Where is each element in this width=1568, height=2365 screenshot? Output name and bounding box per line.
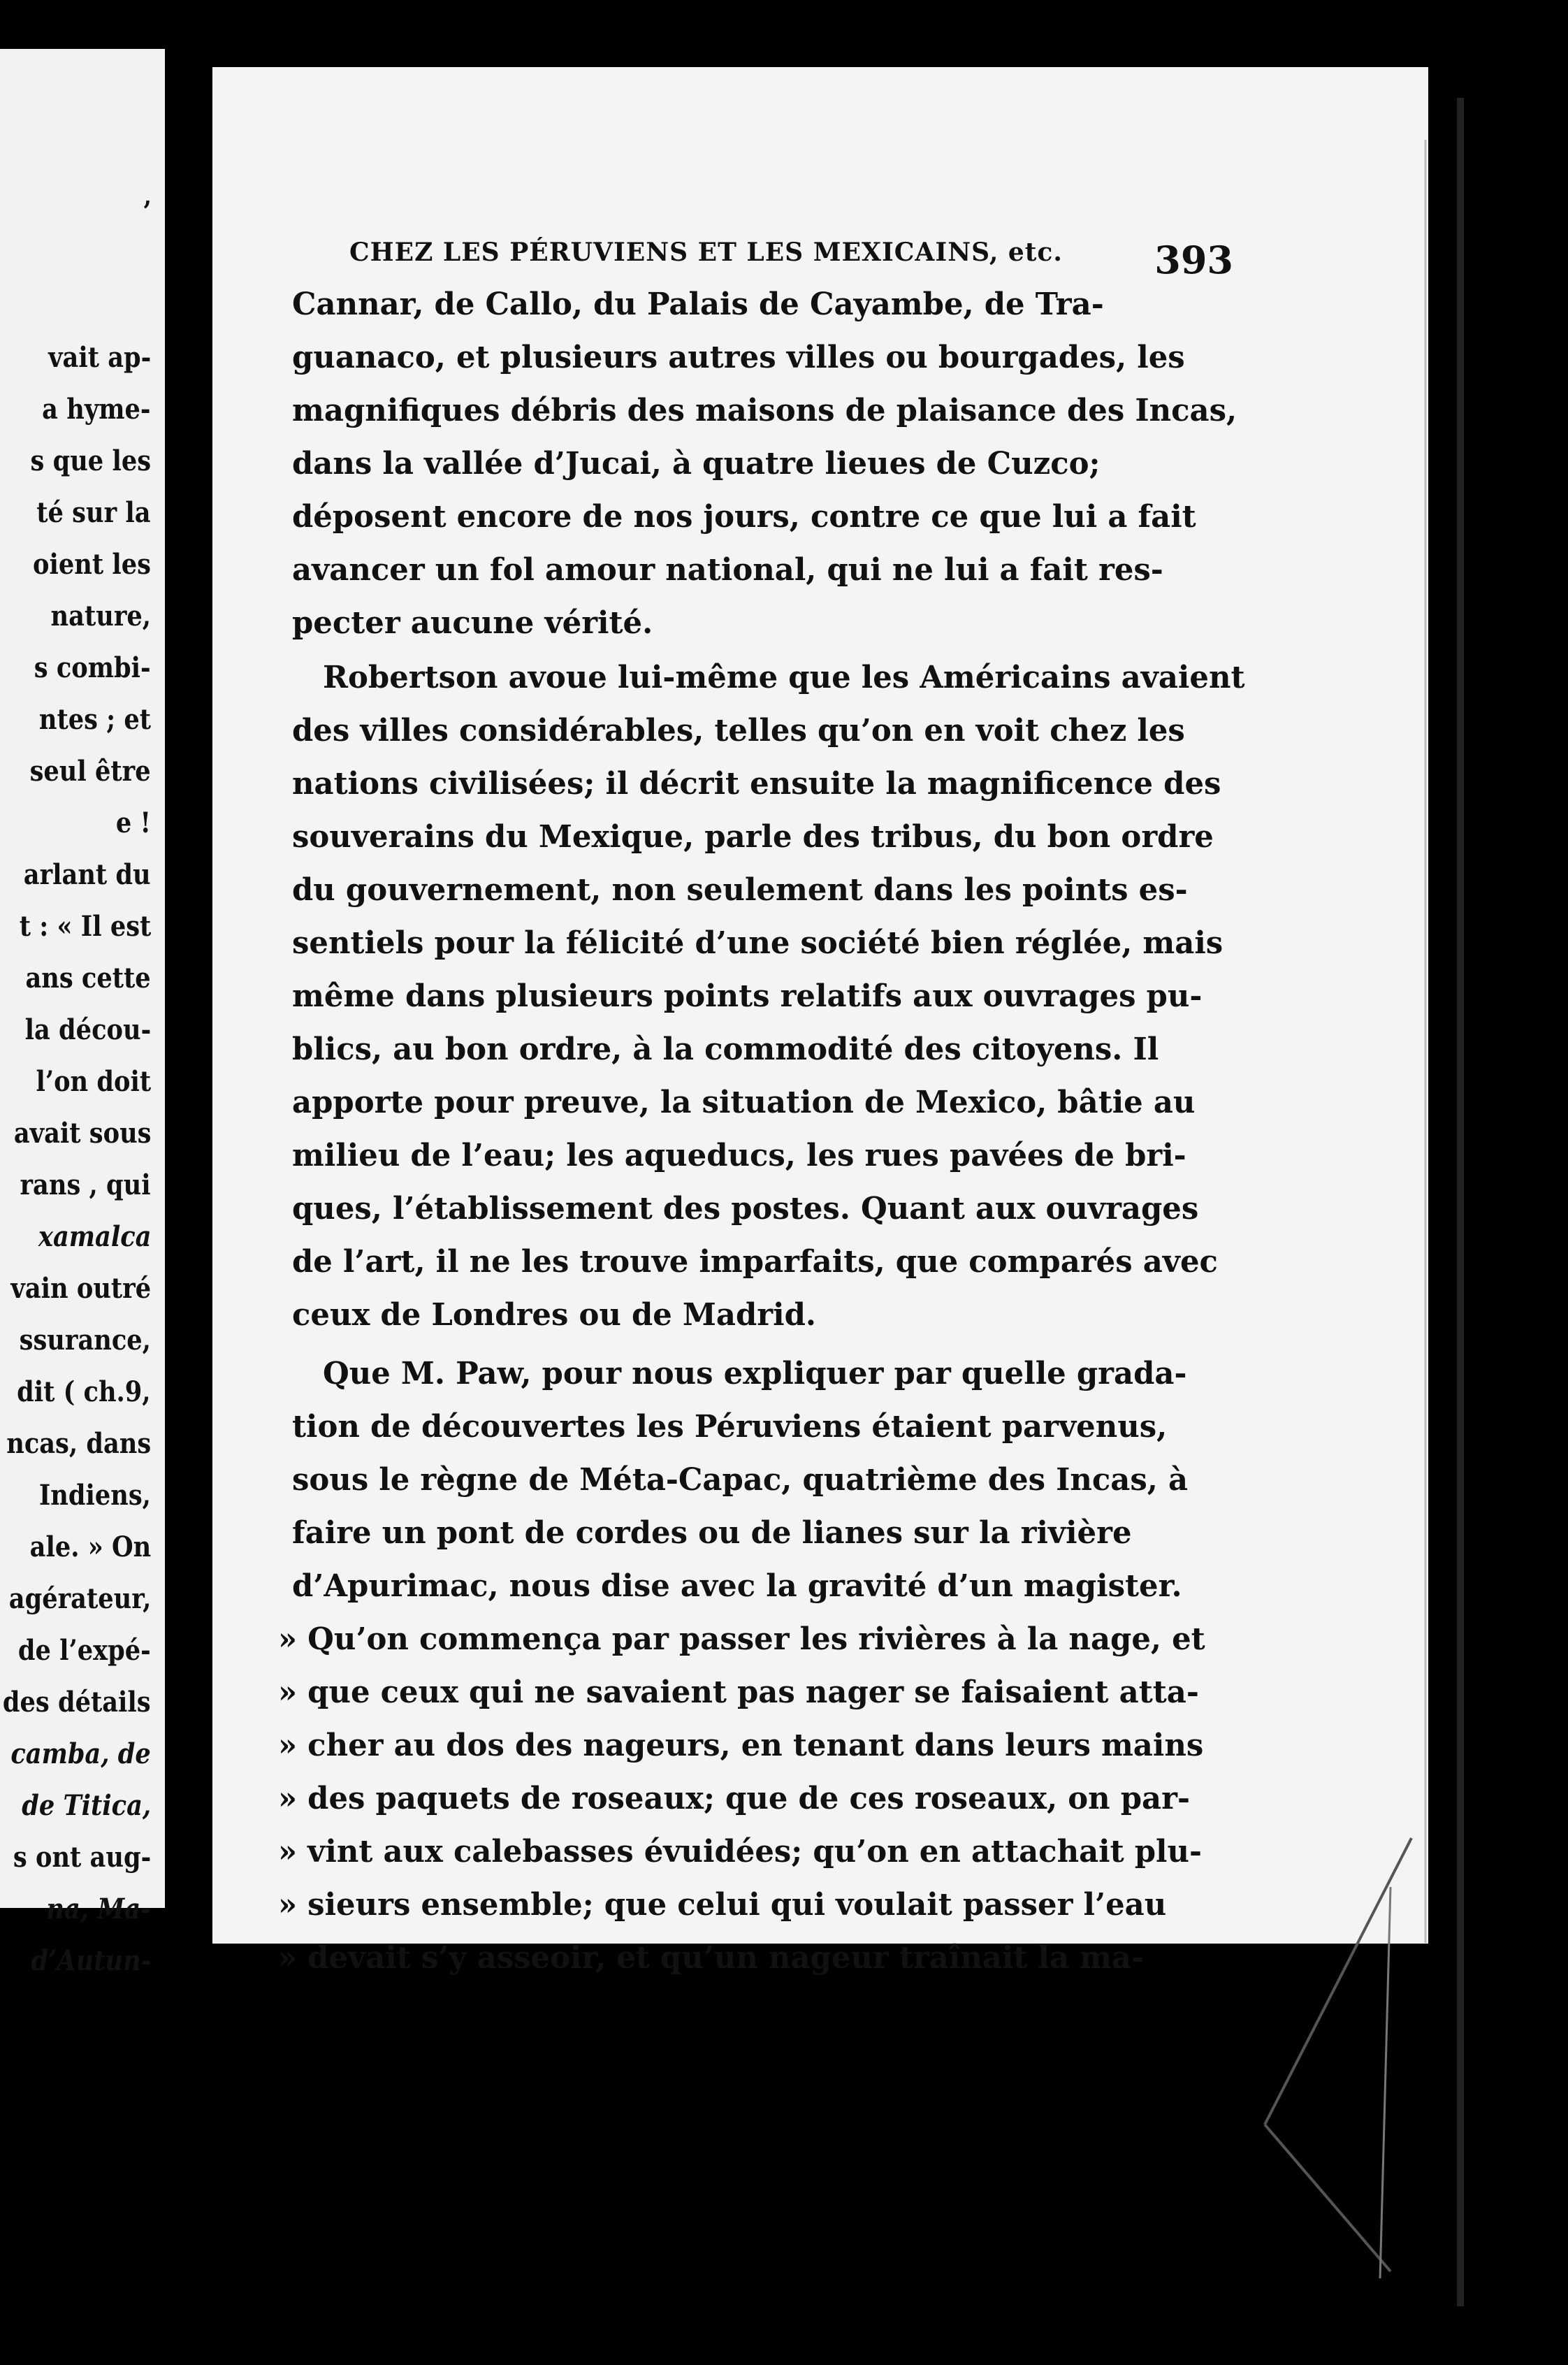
body-line: » devait s’y asseoir, et qu’un nageur traînait la ma- xyxy=(278,1940,1145,1976)
body-line: même dans plusieurs points relatifs aux ouvrages pu- xyxy=(292,978,1203,1014)
left-page-line: oient les xyxy=(33,548,151,581)
body-line: » vint aux calebasses évuidées; qu’on en attachait plu- xyxy=(278,1834,1203,1869)
left-page-line: d’Autun- xyxy=(31,1944,151,1977)
left-page-line: l’on doit xyxy=(36,1065,151,1098)
left-page-line: vain outré xyxy=(10,1272,151,1305)
left-page-line: vait ap- xyxy=(48,341,151,374)
body-line: » que ceux qui ne savaient pas nager se faisaient atta- xyxy=(278,1675,1199,1710)
left-page-line: arlant du xyxy=(24,858,151,891)
body-line: ques, l’établissement des postes. Quant aux ouvrages xyxy=(292,1191,1199,1227)
left-page-line: camba, de xyxy=(10,1737,151,1770)
left-page-line: ntes ; et xyxy=(38,703,151,736)
body-line: milieu de l’eau; les aqueducs, les rues pavées de bri- xyxy=(292,1138,1186,1173)
left-page-line: de l’expé- xyxy=(18,1634,151,1667)
body-line: nations civilisées; il décrit ensuite la magnificence des xyxy=(292,766,1221,802)
body-line: tion de découvertes les Péruviens étaient parvenus, xyxy=(292,1409,1168,1445)
body-line: » des paquets de roseaux; que de ces roseaux, on par- xyxy=(278,1781,1190,1816)
left-page-line: ale. » On xyxy=(29,1531,151,1563)
left-page-line: s que les xyxy=(30,444,151,477)
body-line: » Qu’on commença par passer les rivières à la nage, et xyxy=(278,1621,1205,1657)
body-line: blics, au bon ordre, à la commodité des citoyens. Il xyxy=(292,1032,1159,1067)
body-line: des villes considérables, telles qu’on en voit chez les xyxy=(292,713,1185,748)
left-page-line: seul être xyxy=(29,755,151,788)
body-line: avancer un fol amour national, qui ne lui a fait res- xyxy=(292,552,1163,588)
left-page-line: té sur la xyxy=(36,496,151,529)
body-line: ceux de Londres ou de Madrid. xyxy=(292,1297,816,1333)
left-page-line: ʼ xyxy=(142,196,151,229)
left-page-line: agérateur, xyxy=(8,1582,151,1615)
left-page-line: na, Ma- xyxy=(46,1893,151,1925)
body-line: magnifiques débris des maisons de plaisance des Incas, xyxy=(292,393,1237,428)
page-number: 393 xyxy=(1154,238,1233,282)
left-page-line: xamalca xyxy=(38,1220,151,1253)
left-page-fragment xyxy=(0,49,165,1977)
body-line: apporte pour preuve, la situation de Mexico, bâtie au xyxy=(292,1085,1196,1120)
left-page-line: de Titica, xyxy=(22,1789,151,1822)
left-page-line: ssurance, xyxy=(19,1324,151,1357)
left-page-line: nature, xyxy=(50,600,151,632)
left-page-line: dit ( ch.9, xyxy=(17,1375,151,1408)
body-line: Cannar, de Callo, du Palais de Cayambe, de Tra- xyxy=(292,287,1104,322)
left-page-line: avait sous xyxy=(13,1117,151,1150)
body-line: déposent encore de nos jours, contre ce que lui a fait xyxy=(292,499,1196,535)
body-line: d’Apurimac, nous dise avec la gravité d’un magister. xyxy=(292,1568,1182,1604)
left-page-line: a hyme- xyxy=(42,393,151,426)
left-page-line: s ont aug- xyxy=(13,1841,151,1874)
running-head-title: CHEZ LES PÉRUVIENS ET LES MEXICAINS, etc. xyxy=(349,238,1063,267)
body-line: Robertson avoue lui-même que les Américains avaient xyxy=(323,660,1245,695)
left-page-line: ncas, dans xyxy=(6,1427,151,1460)
left-page-line: des détails xyxy=(3,1686,151,1719)
body-line: Que M. Paw, pour nous expliquer par quelle grada- xyxy=(323,1356,1187,1391)
left-page-line: t : « Il est xyxy=(19,910,151,943)
body-line: pecter aucune vérité. xyxy=(292,605,653,641)
left-page-line: Indiens, xyxy=(38,1479,151,1512)
body-line: » sieurs ensemble; que celui qui voulait passer l’eau xyxy=(278,1887,1167,1923)
body-line: de l’art, il ne les trouve imparfaits, que comparés avec xyxy=(292,1244,1218,1280)
body-line: dans la vallée d’Jucai, à quatre lieues de Cuzco; xyxy=(292,446,1101,482)
left-page-line: e ! xyxy=(115,807,151,839)
book-gutter xyxy=(165,42,212,1922)
left-page-line: rans , qui xyxy=(20,1169,151,1201)
body-line: faire un pont de cordes ou de lianes sur la rivière xyxy=(292,1515,1132,1551)
body-line: souverains du Mexique, parle des tribus, du bon ordre xyxy=(292,819,1214,855)
left-page-line: la décou- xyxy=(24,1013,151,1046)
body-line: guanaco, et plusieurs autres villes ou bourgades, les xyxy=(292,340,1185,375)
body-line: » cher au dos des nageurs, en tenant dans leurs mains xyxy=(278,1728,1204,1763)
left-page-line: s combi- xyxy=(34,651,151,684)
body-line: du gouvernement, non seulement dans les points es- xyxy=(292,872,1188,908)
body-line: sous le règne de Méta-Capac, quatrième des Incas, à xyxy=(292,1462,1189,1498)
running-head xyxy=(349,238,1233,282)
body-line: sentiels pour la félicité d’une société bien réglée, mais xyxy=(292,925,1224,961)
left-page-line: ans cette xyxy=(25,962,151,995)
